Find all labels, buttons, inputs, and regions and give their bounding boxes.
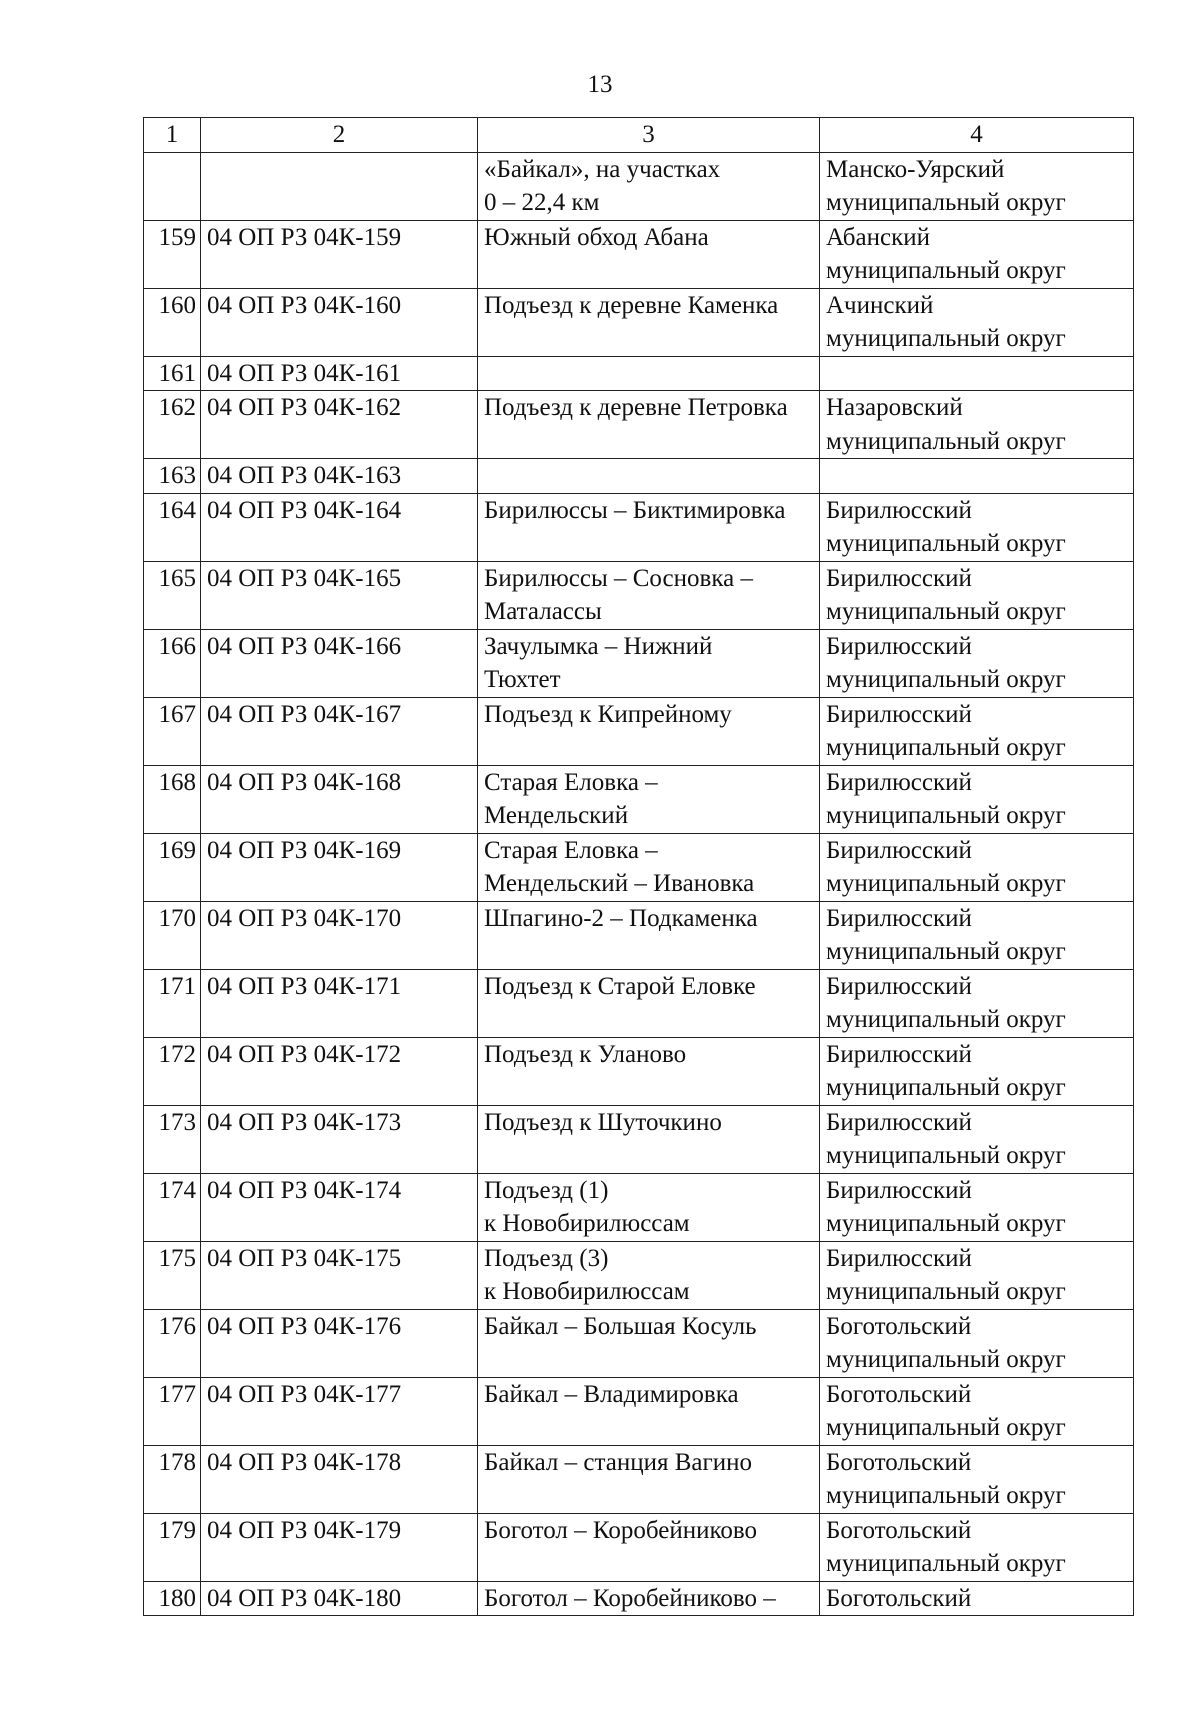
column-header-1: 1: [144, 118, 201, 153]
table-row: [144, 1581, 1134, 1616]
district-name-cell: Бирилюсский муниципальный округ: [820, 1105, 1134, 1173]
row-number-cell: 173: [144, 1105, 201, 1173]
road-code-cell: 04 ОП РЗ 04К-161: [201, 356, 478, 391]
district-name-cell: Бирилюсский муниципальный округ: [820, 629, 1134, 697]
road-name-cell: Южный обход Абана: [478, 220, 820, 288]
road-name-cell: Старая Еловка – Мендельский: [478, 765, 820, 833]
page-number: 13: [587, 71, 613, 98]
road-name-cell: Подъезд (3) к Новобирилюссам: [478, 1241, 820, 1309]
table-row: [144, 152, 1134, 220]
road-name-cell: Боготол – Коробейниково: [478, 1513, 820, 1581]
table-row: [144, 901, 1134, 969]
road-code-cell: 04 ОП РЗ 04К-165: [201, 561, 478, 629]
road-code-cell: 04 ОП РЗ 04К-167: [201, 697, 478, 765]
row-number-cell: 179: [144, 1513, 201, 1581]
table-row: [144, 459, 1134, 494]
table-row: [144, 697, 1134, 765]
district-name-cell: Бирилюсский муниципальный округ: [820, 561, 1134, 629]
district-name-cell: Бирилюсский муниципальный округ: [820, 493, 1134, 561]
row-number-cell: 164: [144, 493, 201, 561]
table-row: [144, 1513, 1134, 1581]
road-code-cell: 04 ОП РЗ 04К-170: [201, 901, 478, 969]
road-code-cell: 04 ОП РЗ 04К-163: [201, 459, 478, 494]
table-row: [144, 969, 1134, 1037]
table-row: [144, 1105, 1134, 1173]
road-code-cell: 04 ОП РЗ 04К-172: [201, 1037, 478, 1105]
road-name-cell: Подъезд к деревне Петровка: [478, 391, 820, 459]
column-header-2: 2: [201, 118, 478, 153]
district-name-cell: Бирилюсский муниципальный округ: [820, 1037, 1134, 1105]
row-number-cell: 168: [144, 765, 201, 833]
table-row: [144, 493, 1134, 561]
road-code-cell: 04 ОП РЗ 04К-173: [201, 1105, 478, 1173]
district-name-cell: Бирилюсский муниципальный округ: [820, 765, 1134, 833]
road-name-cell: Байкал – станция Вагино: [478, 1445, 820, 1513]
row-number-cell: 166: [144, 629, 201, 697]
road-name-cell: Бирилюссы – Биктимировка: [478, 493, 820, 561]
row-number-cell: 161: [144, 356, 201, 391]
district-name-cell: [820, 459, 1134, 494]
road-code-cell: 04 ОП РЗ 04К-164: [201, 493, 478, 561]
table-row: [144, 1445, 1134, 1513]
district-name-cell: Бирилюсский муниципальный округ: [820, 1173, 1134, 1241]
row-number-cell: 174: [144, 1173, 201, 1241]
row-number-cell: 170: [144, 901, 201, 969]
road-name-cell: Зачулымка – Нижний Тюхтет: [478, 629, 820, 697]
row-number-cell: 159: [144, 220, 201, 288]
table-row: [144, 356, 1134, 391]
road-name-cell: «Байкал», на участках 0 – 22,4 км: [478, 152, 820, 220]
district-name-cell: Бирилюсский муниципальный округ: [820, 697, 1134, 765]
road-code-cell: 04 ОП РЗ 04К-178: [201, 1445, 478, 1513]
district-name-cell: Ачинский муниципальный округ: [820, 288, 1134, 356]
district-name-cell: Боготольский муниципальный округ: [820, 1309, 1134, 1377]
road-name-cell: Боготол – Коробейниково –: [478, 1581, 820, 1616]
table-row: [144, 1309, 1134, 1377]
row-number-cell: 177: [144, 1377, 201, 1445]
district-name-cell: Боготольский муниципальный округ: [820, 1377, 1134, 1445]
table-row: [144, 561, 1134, 629]
table-row: [144, 1037, 1134, 1105]
road-name-cell: [478, 356, 820, 391]
table-row: [144, 220, 1134, 288]
road-name-cell: Подъезд к деревне Каменка: [478, 288, 820, 356]
road-name-cell: Подъезд к Уланово: [478, 1037, 820, 1105]
road-name-cell: Подъезд к Шуточкино: [478, 1105, 820, 1173]
column-header-4: 4: [820, 118, 1134, 153]
table-row: [144, 1173, 1134, 1241]
road-code-cell: 04 ОП РЗ 04К-169: [201, 833, 478, 901]
table-row: [144, 288, 1134, 356]
road-name-cell: Бирилюссы – Сосновка – Маталассы: [478, 561, 820, 629]
district-name-cell: Назаровский муниципальный округ: [820, 391, 1134, 459]
road-code-cell: 04 ОП РЗ 04К-159: [201, 220, 478, 288]
road-code-cell: 04 ОП РЗ 04К-166: [201, 629, 478, 697]
row-number-cell: 171: [144, 969, 201, 1037]
road-name-cell: Шпагино-2 – Подкаменка: [478, 901, 820, 969]
table-row: [144, 629, 1134, 697]
row-number-cell: 172: [144, 1037, 201, 1105]
road-code-cell: 04 ОП РЗ 04К-175: [201, 1241, 478, 1309]
road-name-cell: Байкал – Большая Косуль: [478, 1309, 820, 1377]
row-number-cell: 163: [144, 459, 201, 494]
table-row: [144, 1241, 1134, 1309]
road-name-cell: Подъезд к Старой Еловке: [478, 969, 820, 1037]
row-number-cell: 160: [144, 288, 201, 356]
row-number-cell: 165: [144, 561, 201, 629]
district-name-cell: Абанский муниципальный округ: [820, 220, 1134, 288]
road-code-cell: 04 ОП РЗ 04К-162: [201, 391, 478, 459]
district-name-cell: Бирилюсский муниципальный округ: [820, 969, 1134, 1037]
row-number-cell: 178: [144, 1445, 201, 1513]
row-number-cell: [144, 152, 201, 220]
road-name-cell: [478, 459, 820, 494]
road-name-cell: Байкал – Владимировка: [478, 1377, 820, 1445]
road-name-cell: Старая Еловка – Мендельский – Ивановка: [478, 833, 820, 901]
row-number-cell: 167: [144, 697, 201, 765]
district-name-cell: Бирилюсский муниципальный округ: [820, 1241, 1134, 1309]
district-name-cell: Боготольский муниципальный округ: [820, 1513, 1134, 1581]
district-name-cell: Бирилюсский муниципальный округ: [820, 833, 1134, 901]
row-number-cell: 180: [144, 1581, 201, 1616]
table-body: [144, 152, 1134, 1616]
row-number-cell: 169: [144, 833, 201, 901]
road-code-cell: 04 ОП РЗ 04К-180: [201, 1581, 478, 1616]
district-name-cell: [820, 356, 1134, 391]
row-number-cell: 176: [144, 1309, 201, 1377]
roads-table: [143, 117, 1134, 1616]
road-code-cell: 04 ОП РЗ 04К-174: [201, 1173, 478, 1241]
district-name-cell: Манско-Уярский муниципальный округ: [820, 152, 1134, 220]
table-row: [144, 1377, 1134, 1445]
road-code-cell: 04 ОП РЗ 04К-168: [201, 765, 478, 833]
district-name-cell: Бирилюсский муниципальный округ: [820, 901, 1134, 969]
road-code-cell: 04 ОП РЗ 04К-176: [201, 1309, 478, 1377]
table-header-row: [144, 118, 1134, 153]
road-code-cell: 04 ОП РЗ 04К-179: [201, 1513, 478, 1581]
road-code-cell: [201, 152, 478, 220]
table-row: [144, 765, 1134, 833]
table-row: [144, 833, 1134, 901]
road-name-cell: Подъезд (1) к Новобирилюссам: [478, 1173, 820, 1241]
row-number-cell: 162: [144, 391, 201, 459]
district-name-cell: Боготольский: [820, 1581, 1134, 1616]
row-number-cell: 175: [144, 1241, 201, 1309]
table-row: [144, 391, 1134, 459]
road-name-cell: Подъезд к Кипрейному: [478, 697, 820, 765]
road-code-cell: 04 ОП РЗ 04К-177: [201, 1377, 478, 1445]
road-code-cell: 04 ОП РЗ 04К-160: [201, 288, 478, 356]
road-code-cell: 04 ОП РЗ 04К-171: [201, 969, 478, 1037]
column-header-3: 3: [478, 118, 820, 153]
district-name-cell: Боготольский муниципальный округ: [820, 1445, 1134, 1513]
